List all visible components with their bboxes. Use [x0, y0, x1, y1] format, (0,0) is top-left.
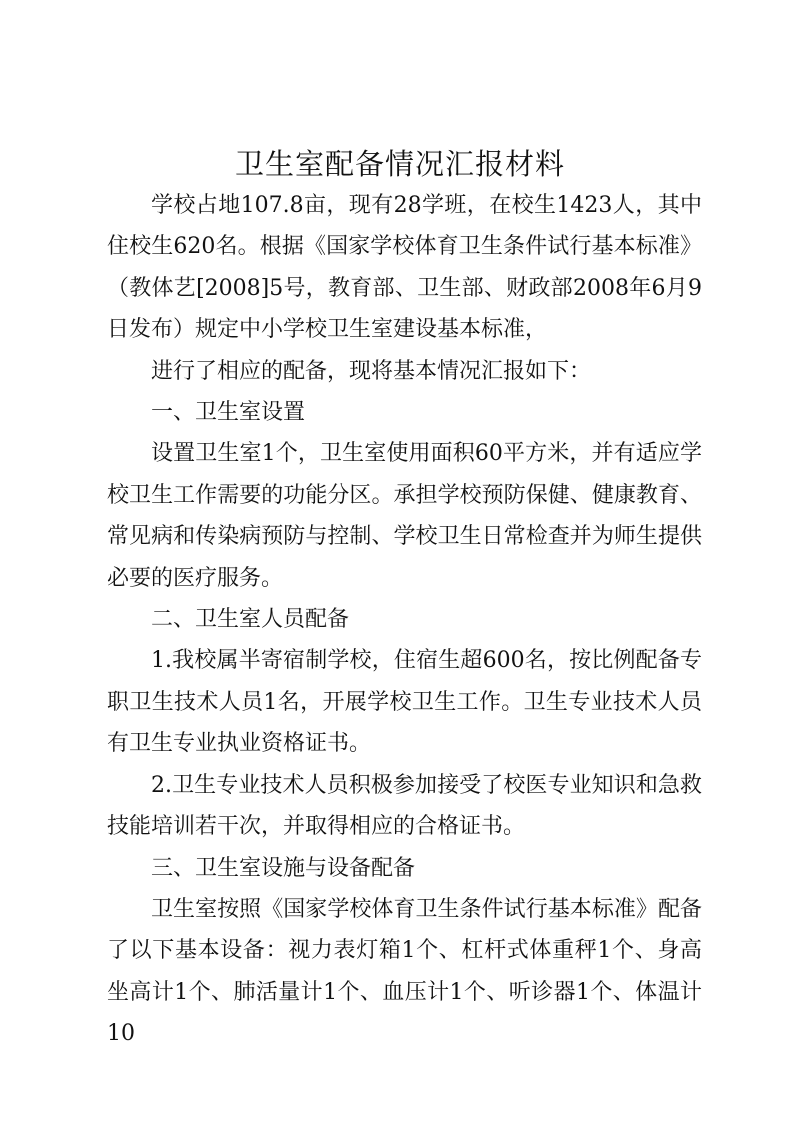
paragraph-equipment: 卫生室按照《国家学校体育卫生条件试行基本标准》配备了以下基本设备：视力表灯箱1个、杠杆式体重秤1个、身高坐高计1个、肺活量计1个、血压计1个、听诊器1个、体温计10: [107, 896, 702, 1047]
paragraph-intro: 进行了相应的配备，现将基本情况汇报如下：: [151, 358, 592, 384]
section-heading-staffing: 二、卫生室人员配备: [151, 607, 350, 633]
paragraph-staffing-1: 1.我校属半寄宿制学校，住宿生超600名，按比例配备专职卫生技术人员1名，开展学校卫生工作。卫生专业技术人员有卫生专业执业资格证书。: [107, 648, 702, 757]
paragraph-staffing-2: 2.卫生专业技术人员积极参加接受了校医专业知识和急救技能培训若干次，并取得相应的合格证书。: [107, 772, 702, 840]
section-heading-equipment: 三、卫生室设施与设备配备: [151, 855, 416, 881]
paragraph-setup: 设置卫生室1个，卫生室使用面积60平方米，并有适应学校卫生工作需要的功能分区。承担学校预防保健、健康教育、常见病和传染病预防与控制、学校卫生日常检查并为师生提供必要的医疗服务。: [107, 441, 702, 591]
document-title: 卫生室配备情况汇报材料: [234, 147, 565, 181]
paragraph-school-overview: 学校占地107.8亩，现有28学班，在校生1423人，其中住校生620名。根据《国家学校体育卫生条件试行基本标准》（教体艺[2008]5号，教育部、卫生部、财政部2008年6月9日发布）规定中小学校卫生室建设基本标准，: [107, 193, 702, 343]
section-heading-setup: 一、卫生室设置: [151, 400, 306, 426]
document-body: [107, 185, 702, 1055]
